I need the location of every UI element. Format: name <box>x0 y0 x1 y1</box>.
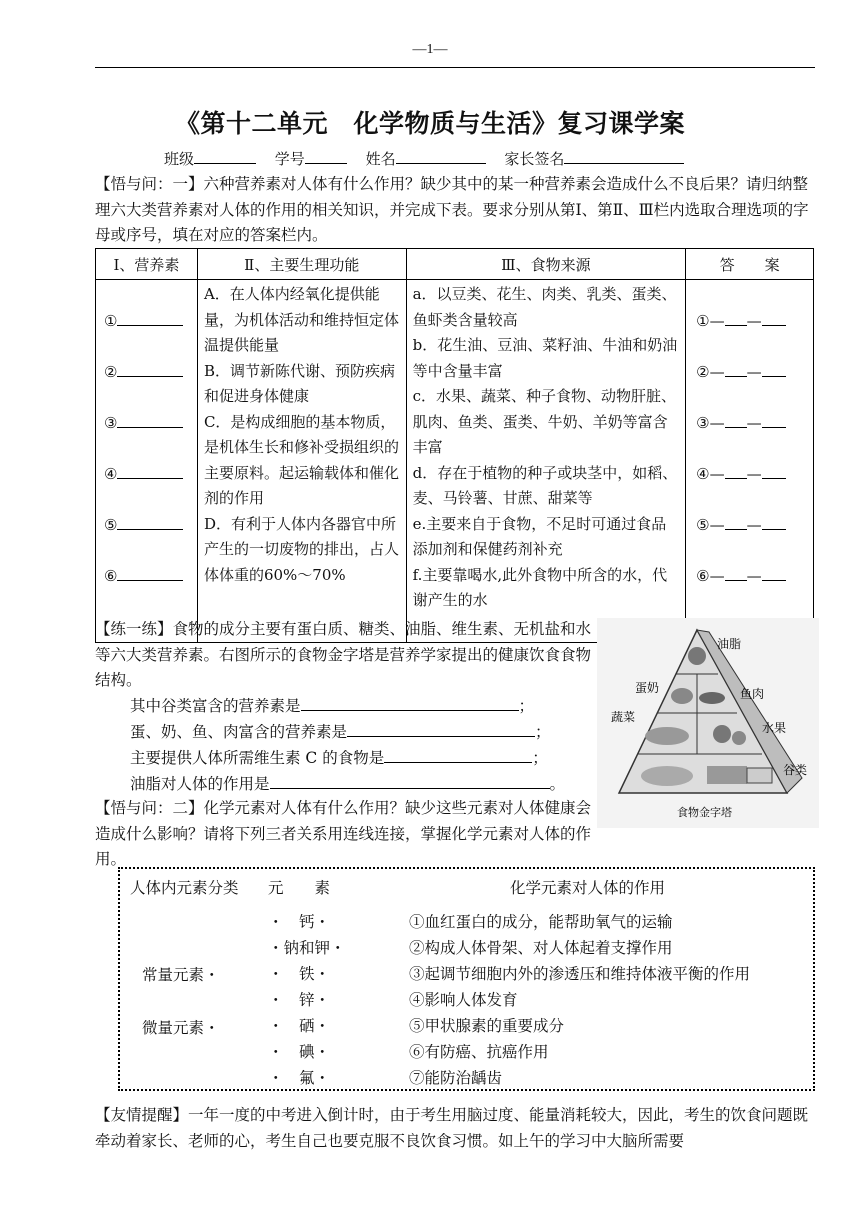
class-label: 班级 <box>164 150 195 168</box>
nutrient-blank-3[interactable]: ③ <box>104 412 197 463</box>
function-c: C．是构成细胞的基本物质，是机体生长和修补受损组织的主要原料。起运输载体和催化剂的作用 <box>203 412 399 507</box>
function-6[interactable]: ⑥有防癌、抗癌作用 <box>409 1043 549 1061</box>
category-macro[interactable]: 常量元素・ <box>142 966 220 984</box>
nutrient-column <box>96 280 198 643</box>
pyramid-caption: 食物金字塔 <box>677 806 732 819</box>
element-calcium[interactable]: ・ 钙・ <box>268 913 331 931</box>
answer-1[interactable]: ①— — <box>696 310 813 361</box>
source-a: a．以豆类、花生、肉类、乳类、蛋类、鱼虾类含量较高 <box>412 285 677 329</box>
student-id-field[interactable] <box>305 149 347 164</box>
function-a: A．在人体内经氧化提供能量，为机体活动和维持恒定体温提供能量 <box>203 285 399 354</box>
pyramid-label-grains: 谷类 <box>783 763 808 777</box>
element-selenium[interactable]: ・ 硒・ <box>268 1017 331 1035</box>
food-pyramid-image <box>597 618 819 828</box>
function-7[interactable]: ⑦能防治龋齿 <box>409 1069 503 1087</box>
function-column <box>197 280 406 643</box>
pyramid-label-fruit: 水果 <box>762 721 787 735</box>
matching-header-function: 化学元素对人体的作用 <box>510 879 666 897</box>
section2-question: 【悟与问：二】化学元素对人体有什么作用？缺少这些元素对人体健康会造成什么影响？请将下列三者关系用连线连接，掌握化学元素对人体的作用。 <box>95 799 592 868</box>
source-e: e.主要来自于食物，不足时可通过食品添加剂和保健药剂补充 <box>412 514 667 558</box>
header-nutrient: Ⅰ、营养素 <box>96 249 198 280</box>
practice-q3: 主要提供人体所需维生素 C 的食物是 ； <box>130 749 548 767</box>
source-c: c．水果、蔬菜、种子食物、动物肝脏、肌肉、鱼类、蛋类、牛奶、羊奶等富含丰富 <box>412 387 677 456</box>
answer-5[interactable]: ⑤— — <box>696 514 813 565</box>
class-field[interactable] <box>194 149 256 164</box>
practice-q3-blank[interactable] <box>384 749 532 763</box>
practice-q2-blank[interactable] <box>347 723 535 737</box>
header-source: Ⅲ、食物来源 <box>406 249 686 280</box>
practice-intro: 【练一练】食物的成分主要有蛋白质、糖类、油脂、维生素、无机盐和水等六大类营养素。右图所示的食物金字塔是营养学家提出的健康饮食食物结构。 <box>95 620 592 689</box>
nutrient-table <box>95 248 814 643</box>
nutrient-blank-5[interactable]: ⑤ <box>104 514 197 565</box>
student-info-line <box>164 148 698 169</box>
name-field[interactable] <box>396 149 486 164</box>
element-iodine[interactable]: ・ 碘・ <box>268 1043 331 1061</box>
page-number: —1— <box>412 42 448 57</box>
source-d: d．存在于植物的种子或块茎中，如稻、麦、马铃薯、甘蔗、甜菜等 <box>412 463 678 507</box>
parent-signature-field[interactable] <box>564 149 684 164</box>
pyramid-label-oil: 油脂 <box>717 637 742 651</box>
practice-q1: 其中谷类富含的营养素是 ； <box>130 697 535 715</box>
practice-q1-blank[interactable] <box>301 697 519 711</box>
pyramid-label-fish-meat: 鱼肉 <box>740 687 765 701</box>
nutrient-blank-1[interactable]: ① <box>104 310 197 361</box>
source-column <box>406 280 686 643</box>
function-b: B．调节新陈代谢、预防疾病和促进身体健康 <box>203 361 395 405</box>
friendly-tip: 【友情提醒】一年一度的中考进入倒计时，由于考生用脑过度、能量消耗较大，因此，考生的饮食问题既牵动着家长、老师的心，考生自己也要克服不良饮食习惯。如上午的学习中大脑所需要 <box>95 1106 809 1150</box>
pyramid-label-vegetables: 蔬菜 <box>611 710 636 724</box>
function-1[interactable]: ①血红蛋白的成分，能帮助氧气的运输 <box>409 913 673 931</box>
nutrient-blank-2[interactable]: ② <box>104 361 197 412</box>
source-b: b．花生油、豆油、菜籽油、牛油和奶油等中含量丰富 <box>412 336 678 380</box>
matching-header-category: 人体内元素分类 <box>130 879 239 897</box>
header-function: Ⅱ、主要生理功能 <box>197 249 406 280</box>
answer-column <box>686 280 814 643</box>
student-id-label: 学号 <box>274 150 305 168</box>
practice-q4-blank[interactable] <box>270 775 550 789</box>
source-f: f.主要靠喝水,此外食物中所含的水，代谢产生的水 <box>412 565 668 609</box>
function-2[interactable]: ②构成人体骨架、对人体起着支撑作用 <box>409 939 673 957</box>
header-rule <box>95 67 815 68</box>
header-answer: 答 案 <box>686 249 814 280</box>
name-label: 姓名 <box>365 150 396 168</box>
answer-6[interactable]: ⑥— — <box>696 565 813 616</box>
answer-4[interactable]: ④— — <box>696 463 813 514</box>
food-pyramid-graphic <box>597 618 819 828</box>
element-sodium-potassium[interactable]: ・钠和钾・ <box>268 939 346 957</box>
answer-2[interactable]: ②— — <box>696 361 813 412</box>
function-d: D．有利于人体内各器官中所产生的一切废物的排出，占人体体重的60%～70% <box>203 514 399 584</box>
element-fluorine[interactable]: ・ 氟・ <box>268 1069 331 1087</box>
pyramid-label-egg-milk: 蛋奶 <box>635 681 660 695</box>
element-iron[interactable]: ・ 铁・ <box>268 965 331 983</box>
function-5[interactable]: ⑤甲状腺素的重要成分 <box>409 1017 565 1035</box>
table-header-row <box>96 249 814 280</box>
parent-signature-label: 家长签名 <box>504 150 565 168</box>
function-4[interactable]: ④影响人体发育 <box>409 991 518 1009</box>
table-body-row <box>96 280 814 643</box>
element-zinc[interactable]: ・ 锌・ <box>268 991 331 1009</box>
nutrient-blank-4[interactable]: ④ <box>104 463 197 514</box>
answer-3[interactable]: ③— — <box>696 412 813 463</box>
matching-header-element: 元 素 <box>268 879 331 897</box>
page-title: 《第十二单元 化学物质与生活》复习课学案 <box>174 109 685 138</box>
section1-question: 【悟与问：一】六种营养素对人体有什么作用？缺少其中的某一种营养素会造成什么不良后果？请归纳整理六大类营养素对人体的作用的相关知识，并完成下表。要求分别从第Ⅰ、第Ⅱ、Ⅲ栏内选取合理选项的字母或序号，填在对应的答案栏内。 <box>95 175 809 244</box>
practice-q4: 油脂对人体的作用是 。 <box>130 775 566 793</box>
nutrient-blank-6[interactable]: ⑥ <box>104 565 197 616</box>
function-3[interactable]: ③起调节细胞内外的渗透压和维持体液平衡的作用 <box>409 965 751 983</box>
practice-q2: 蛋、奶、鱼、肉富含的营养素是 ； <box>130 723 551 741</box>
category-trace[interactable]: 微量元素・ <box>142 1019 220 1037</box>
